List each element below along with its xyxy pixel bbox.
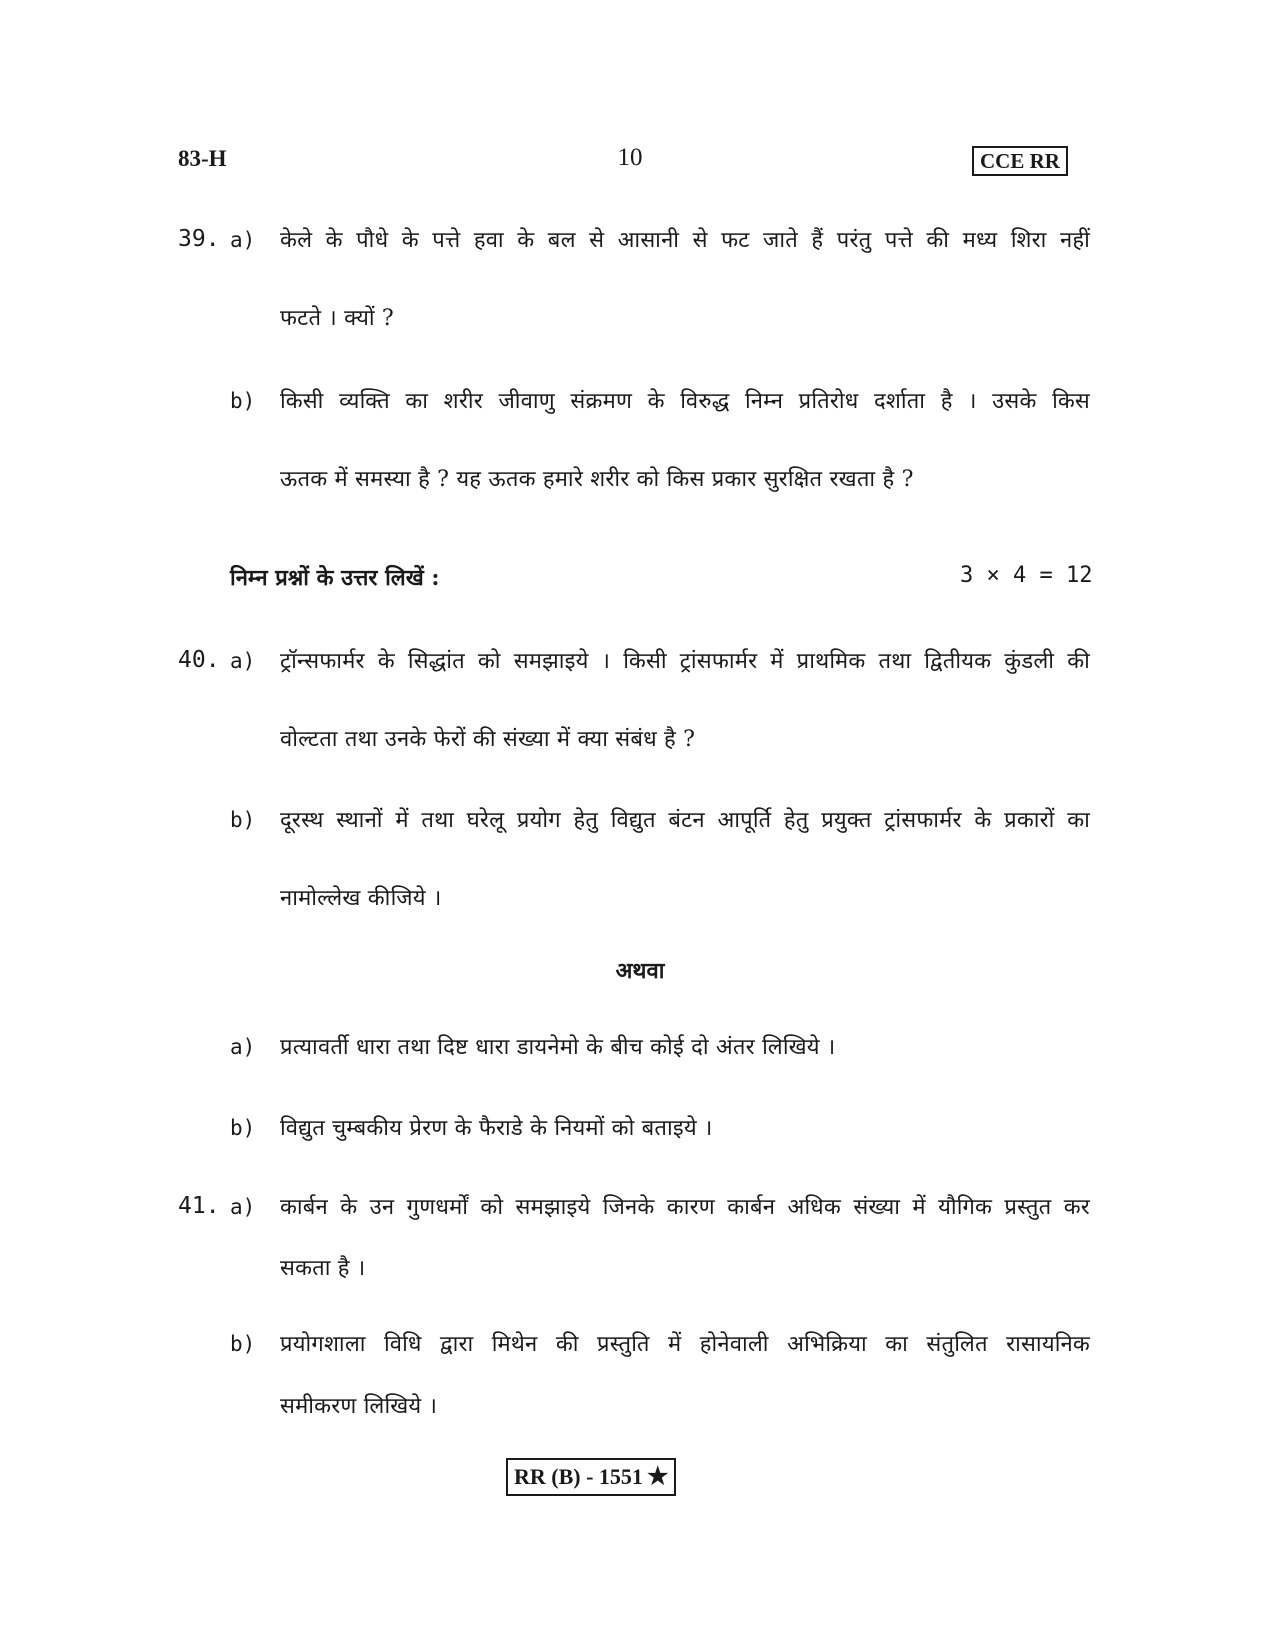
question-40a-line2: वोल्टता तथा उनके फेरों की संख्या में क्या संबंध है ? [280, 727, 696, 752]
question-40b-line2: नामोल्लेख कीजिये । [280, 886, 442, 911]
question-40-or-b-line1: विद्युत चुम्बकीय प्रेरण के फैराडे के नियमों को बताइये । [280, 1116, 713, 1141]
question-40-or-b-label: b) [230, 1116, 256, 1140]
question-40-or-a-label: a) [230, 1035, 256, 1059]
question-number-41: 41. [178, 1193, 220, 1219]
question-40b-line1: दूरस्थ स्थानों में तथा घरेलू प्रयोग हेतु विद्युत बंटन आपूर्ति हेतु प्रयुक्त ट्रांसफार्मर के प्रकारों का [280, 808, 1090, 833]
question-41a-line2: सकता है । [280, 1256, 366, 1281]
question-39b-label: b) [230, 389, 256, 413]
question-41b-line2: समीकरण लिखिये । [280, 1394, 438, 1419]
series-box-label: CCE RR [972, 146, 1068, 176]
or-divider-label: अथवा [615, 958, 665, 984]
question-39a-label: a) [230, 228, 256, 252]
question-39b-line2: ऊतक में समस्या है ? यह ऊतक हमारे शरीर को किस प्रकार सुरक्षित रखता है ? [280, 467, 914, 492]
section-instruction: निम्न प्रश्नों के उत्तर लिखें : [230, 565, 440, 591]
question-41a-label: a) [230, 1195, 256, 1219]
question-41b-label: b) [230, 1332, 256, 1356]
question-40-or-a-line1: प्रत्यावर्ती धारा तथा दिष्ट धारा डायनेमो के बीच कोई दो अंतर लिखिये । [280, 1035, 836, 1060]
section-marks: 3 × 4 = 12 [960, 563, 1093, 588]
question-39a-line2: फटते । क्यों ? [280, 306, 394, 331]
page-number: 10 [617, 144, 643, 171]
star-icon: ★ [646, 1464, 669, 1490]
question-number-39: 39. [178, 226, 220, 252]
question-39b-line1: किसी व्यक्ति का शरीर जीवाणु संक्रमण के विरुद्ध निम्न प्रतिरोध दर्शाता है । उसके किस [280, 389, 1090, 414]
question-40a-label: a) [230, 649, 256, 673]
footer-code-box [506, 1458, 676, 1496]
question-41b-line1: प्रयोगशाला विधि द्वारा मिथेन की प्रस्तुति में होनेवाली अभिक्रिया का संतुलित रासायनिक [280, 1332, 1090, 1357]
question-40b-label: b) [230, 808, 256, 832]
footer-code: RR (B) - 1551 [514, 1464, 643, 1489]
paper-code: 83-H [178, 146, 227, 171]
question-41a-line1: कार्बन के उन गुणधर्मों को समझाइये जिनके कारण कार्बन अधिक संख्या में यौगिक प्रस्तुत कर [280, 1195, 1090, 1220]
question-40a-line1: ट्रॉन्सफार्मर के सिद्धांत को समझाइये । किसी ट्रांसफार्मर में प्राथमिक तथा द्वितीयक कुंडली की [280, 649, 1090, 674]
question-39a-line1: केले के पौधे के पत्ते हवा के बल से आसानी से फट जाते हैं परंतु पत्ते की मध्य शिरा नहीं [280, 228, 1090, 253]
question-number-40: 40. [178, 647, 220, 673]
